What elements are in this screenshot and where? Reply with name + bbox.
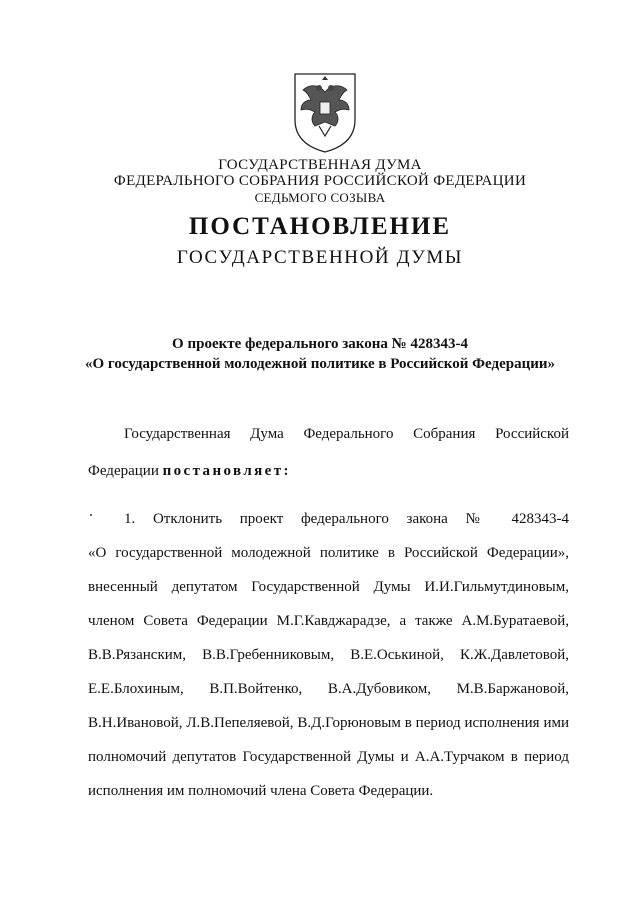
clause-line: Е.Е.Блохиным, В.П.Войтенко, В.А.Дубовиком, М.В.Баржановой, bbox=[88, 681, 569, 697]
header-line-3: СЕДЬМОГО СОЗЫВА bbox=[254, 190, 386, 205]
preamble-text: Федерации bbox=[88, 463, 159, 479]
clause-line: «О государственной молодежной политике в Российской Федерации», bbox=[88, 545, 569, 561]
subject-line-2: «О государственной молодежной политике в Российской Федерации» bbox=[84, 356, 555, 372]
coat-of-arms-emblem bbox=[289, 70, 361, 154]
clause-line: исполнения им полномочий члена Совета Федерации. bbox=[88, 783, 434, 799]
document-subtitle: ГОСУДАРСТВЕННОЙ ДУМЫ bbox=[176, 247, 464, 268]
header-line-2: ФЕДЕРАЛЬНОГО СОБРАНИЯ РОССИЙСКОЙ ФЕДЕРАЦИИ bbox=[113, 173, 527, 189]
clause-line: В.Н.Ивановой, Л.В.Пепеляевой, В.Д.Горюновым в период исполнения ими bbox=[88, 715, 569, 731]
preamble-line-2 bbox=[88, 463, 569, 480]
preamble-line-1: Государственная Дума Федерального Собрания Российской bbox=[124, 426, 569, 442]
decree-keyword: постановляет: bbox=[162, 463, 291, 479]
header-line-1: ГОСУДАРСТВЕННАЯ ДУМА bbox=[218, 157, 422, 173]
clause-line: В.В.Рязанским, В.В.Гребенниковым, В.Е.Оськиной, К.Ж.Давлетовой, bbox=[88, 647, 569, 663]
clause-line: полномочий депутатов Государственной Думы и А.А.Турчаком в период bbox=[88, 749, 569, 765]
clause-line: членом Совета Федерации М.Г.Кавджарадзе, а также А.М.Буратаевой, bbox=[88, 613, 569, 629]
clause-line: внесенный депутатом Государственной Думы И.И.Гильмутдиновым, bbox=[88, 579, 569, 595]
clause-line: 1. Отклонить проект федерального закона № 428343-4 bbox=[124, 511, 569, 527]
subject-line-1: О проекте федерального закона № 428343-4 bbox=[172, 336, 468, 352]
document-type-title: ПОСТАНОВЛЕНИЕ bbox=[188, 213, 452, 240]
scan-dot bbox=[90, 514, 92, 516]
